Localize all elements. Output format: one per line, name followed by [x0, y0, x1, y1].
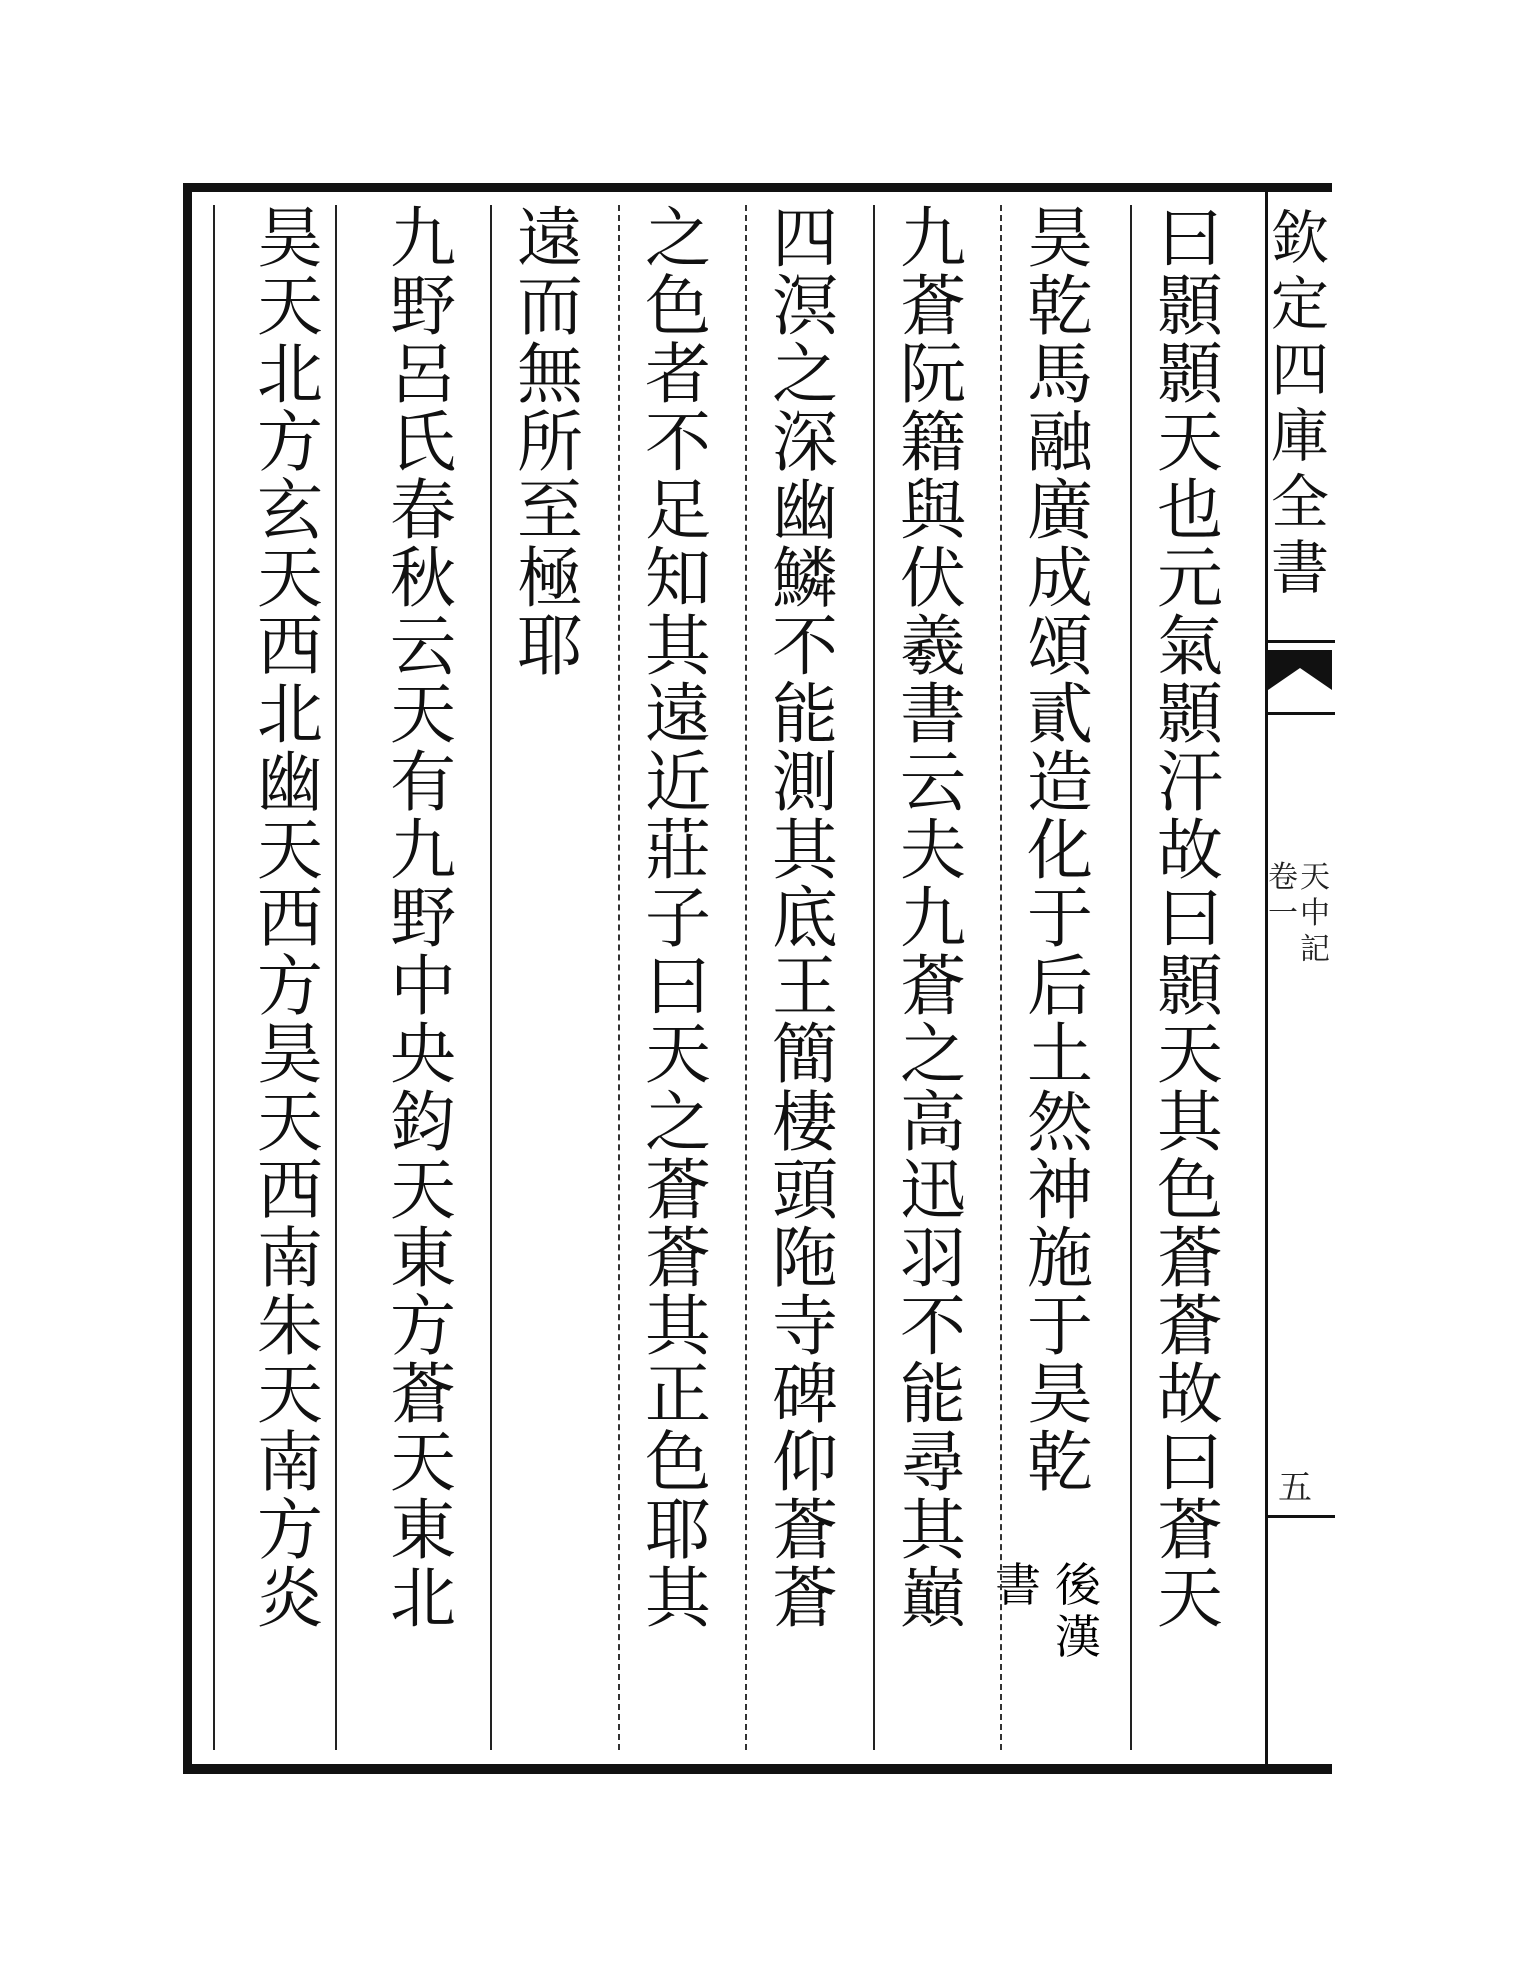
glyph: 天	[1157, 1016, 1223, 1093]
glyph: 陁	[772, 1220, 838, 1297]
margin-divider	[1265, 1515, 1335, 1518]
glyph: 蒼	[772, 1560, 838, 1637]
fishtail-mark-icon	[1268, 650, 1332, 706]
glyph: 也	[1157, 472, 1223, 549]
glyph: 曰	[1157, 200, 1223, 277]
glyph: 于	[1027, 880, 1093, 957]
glyph: 春	[390, 472, 456, 549]
text-column-2	[1020, 200, 1100, 1750]
glyph: 北	[390, 1560, 456, 1637]
glyph: 天	[390, 1424, 456, 1501]
glyph: 云	[900, 744, 966, 821]
glyph: 書	[1270, 534, 1329, 602]
glyph: 其	[772, 812, 838, 889]
glyph: 遠	[645, 676, 711, 753]
glyph: 南	[257, 1220, 323, 1297]
glyph: 昊	[1027, 1356, 1093, 1433]
text-column-8	[250, 200, 330, 1750]
glyph: 乾	[1027, 268, 1093, 345]
glyph: 北	[257, 676, 323, 753]
column-rule	[745, 205, 747, 1750]
glyph: 東	[390, 1220, 456, 1297]
glyph: 定	[1270, 270, 1329, 338]
glyph: 頭	[772, 1152, 838, 1229]
glyph: 乾	[1027, 1424, 1093, 1501]
margin-divider	[1265, 640, 1335, 643]
glyph: 其	[645, 1560, 711, 1637]
glyph: 後	[1055, 1560, 1101, 1611]
glyph: 底	[772, 880, 838, 957]
glyph: 蒼	[900, 948, 966, 1025]
glyph: 云	[390, 608, 456, 685]
glyph: 羽	[900, 1220, 966, 1297]
glyph: 鈞	[390, 1084, 456, 1161]
glyph: 融	[1027, 404, 1093, 481]
glyph: 秋	[390, 540, 456, 617]
glyph: 天	[1157, 404, 1223, 481]
glyph: 央	[390, 1016, 456, 1093]
glyph: 迅	[900, 1152, 966, 1229]
glyph: 土	[1027, 1016, 1093, 1093]
glyph: 氏	[390, 404, 456, 481]
glyph: 欽	[1270, 204, 1329, 272]
glyph: 蒼	[772, 1492, 838, 1569]
glyph: 與	[900, 472, 966, 549]
glyph: 至	[517, 472, 583, 549]
glyph: 造	[1027, 744, 1093, 821]
glyph: 顥	[1157, 948, 1223, 1025]
glyph: 元	[1157, 540, 1223, 617]
glyph: 蒼	[390, 1356, 456, 1433]
glyph: 西	[257, 880, 323, 957]
glyph: 之	[645, 200, 711, 277]
column-rule	[213, 205, 215, 1750]
glyph: 巔	[900, 1560, 966, 1637]
glyph: 九	[390, 812, 456, 889]
page-number: 五	[1278, 1468, 1312, 1508]
glyph: 全	[1270, 468, 1329, 536]
glyph: 天	[1300, 860, 1330, 895]
annotation-line	[995, 1560, 1051, 1664]
glyph: 蒼	[1157, 1492, 1223, 1569]
glyph: 極	[517, 540, 583, 617]
glyph: 耶	[517, 608, 583, 685]
glyph: 西	[257, 608, 323, 685]
glyph: 野	[390, 880, 456, 957]
glyph: 昊	[257, 1016, 323, 1093]
glyph: 之	[645, 1084, 711, 1161]
text-column-5	[638, 200, 718, 1750]
glyph: 北	[257, 336, 323, 413]
glyph: 野	[390, 268, 456, 345]
glyph: 伏	[900, 540, 966, 617]
glyph: 尋	[900, 1424, 966, 1501]
glyph: 玄	[257, 472, 323, 549]
glyph: 汗	[1157, 744, 1223, 821]
glyph: 西	[257, 1152, 323, 1229]
glyph: 遠	[517, 200, 583, 277]
glyph: 顥	[1157, 336, 1223, 413]
glyph: 天	[1157, 1560, 1223, 1637]
glyph: 曰	[1157, 1424, 1223, 1501]
glyph: 近	[645, 744, 711, 821]
glyph: 不	[900, 1288, 966, 1365]
glyph: 所	[517, 404, 583, 481]
collection-title	[1268, 205, 1332, 601]
glyph: 能	[900, 1356, 966, 1433]
text-column-7	[383, 200, 463, 1750]
glyph: 者	[645, 336, 711, 413]
text-column-3	[893, 200, 973, 1750]
glyph: 仰	[772, 1424, 838, 1501]
glyph: 天	[645, 1016, 711, 1093]
glyph: 然	[1027, 1084, 1093, 1161]
glyph: 東	[390, 1492, 456, 1569]
text-column-4	[765, 200, 845, 1750]
glyph: 蒼	[1157, 1220, 1223, 1297]
glyph: 天	[257, 812, 323, 889]
glyph: 南	[257, 1424, 323, 1501]
glyph: 耶	[645, 1492, 711, 1569]
glyph: 庫	[1270, 402, 1329, 470]
glyph: 高	[900, 1084, 966, 1161]
glyph: 四	[772, 200, 838, 277]
glyph: 色	[645, 268, 711, 345]
glyph: 馬	[1027, 336, 1093, 413]
glyph: 九	[390, 200, 456, 277]
glyph: 九	[900, 200, 966, 277]
glyph: 于	[1027, 1288, 1093, 1365]
glyph: 書	[900, 676, 966, 753]
glyph: 莊	[645, 812, 711, 889]
column-rule	[873, 205, 875, 1750]
glyph: 曰	[1157, 880, 1223, 957]
glyph: 中	[390, 948, 456, 1025]
glyph: 溟	[772, 268, 838, 345]
glyph: 蒼	[900, 268, 966, 345]
glyph: 足	[645, 472, 711, 549]
glyph: 蒼	[645, 1152, 711, 1229]
glyph: 貳	[1027, 676, 1093, 753]
glyph: 其	[900, 1492, 966, 1569]
glyph: 中	[1300, 896, 1330, 931]
glyph: 其	[645, 608, 711, 685]
glyph: 知	[645, 540, 711, 617]
glyph: 碑	[772, 1356, 838, 1433]
glyph: 羲	[900, 608, 966, 685]
glyph: 四	[1270, 336, 1329, 404]
glyph: 方	[257, 948, 323, 1025]
glyph: 寺	[772, 1288, 838, 1365]
glyph: 方	[257, 1492, 323, 1569]
glyph: 夫	[900, 812, 966, 889]
glyph: 天	[390, 1152, 456, 1229]
glyph: 色	[645, 1424, 711, 1501]
glyph: 之	[772, 336, 838, 413]
glyph: 記	[1300, 932, 1330, 967]
glyph: 天	[390, 676, 456, 753]
glyph: 不	[772, 608, 838, 685]
glyph: 九	[900, 880, 966, 957]
glyph: 昊	[257, 200, 323, 277]
glyph: 朱	[257, 1288, 323, 1365]
glyph: 后	[1027, 948, 1093, 1025]
glyph: 故	[1157, 812, 1223, 889]
column-rule	[1000, 205, 1002, 1750]
glyph: 色	[1157, 1152, 1223, 1229]
margin-book-info	[1270, 860, 1330, 968]
glyph: 神	[1027, 1152, 1093, 1229]
glyph: 正	[645, 1356, 711, 1433]
glyph: 王	[772, 948, 838, 1025]
glyph: 深	[772, 404, 838, 481]
glyph: 棲	[772, 1084, 838, 1161]
glyph: 氣	[1157, 608, 1223, 685]
glyph: 簡	[772, 1016, 838, 1093]
glyph: 無	[517, 336, 583, 413]
glyph: 天	[257, 1356, 323, 1433]
book-title	[1300, 860, 1330, 968]
column-rule	[490, 205, 492, 1750]
margin-divider	[1265, 712, 1335, 715]
glyph: 測	[772, 744, 838, 821]
glyph: 卷	[1268, 860, 1298, 895]
glyph: 天	[257, 268, 323, 345]
glyph: 化	[1027, 812, 1093, 889]
glyph: 不	[645, 404, 711, 481]
glyph: 子	[645, 880, 711, 957]
glyph: 天	[257, 540, 323, 617]
glyph: 一	[1268, 896, 1298, 931]
glyph: 之	[900, 1016, 966, 1093]
glyph: 呂	[390, 336, 456, 413]
column-rule	[1130, 205, 1132, 1750]
glyph: 阮	[900, 336, 966, 413]
glyph: 炎	[257, 1560, 323, 1637]
volume-label	[1268, 860, 1298, 968]
glyph: 昊	[1027, 200, 1093, 277]
glyph: 施	[1027, 1220, 1093, 1297]
glyph: 成	[1027, 540, 1093, 617]
glyph: 顥	[1157, 676, 1223, 753]
glyph: 有	[390, 744, 456, 821]
glyph: 其	[645, 1288, 711, 1365]
glyph: 故	[1157, 1356, 1223, 1433]
glyph: 方	[257, 404, 323, 481]
glyph: 漢	[1055, 1612, 1101, 1663]
glyph: 天	[257, 1084, 323, 1161]
glyph: 顥	[1157, 268, 1223, 345]
glyph: 蒼	[645, 1220, 711, 1297]
glyph: 籍	[900, 404, 966, 481]
glyph: 曰	[645, 948, 711, 1025]
annotation-line	[1055, 1560, 1111, 1664]
glyph: 能	[772, 676, 838, 753]
glyph: 而	[517, 268, 583, 345]
glyph: 頌	[1027, 608, 1093, 685]
text-column-1	[1150, 200, 1230, 1750]
glyph: 書	[995, 1560, 1041, 1611]
annotation-note	[995, 1560, 1111, 1664]
glyph: 其	[1157, 1084, 1223, 1161]
text-column-6	[510, 200, 590, 1750]
column-rule	[618, 205, 620, 1750]
glyph: 方	[390, 1288, 456, 1365]
glyph: 幽	[257, 744, 323, 821]
column-rule	[335, 205, 337, 1750]
glyph: 鱗	[772, 540, 838, 617]
glyph: 廣	[1027, 472, 1093, 549]
glyph: 蒼	[1157, 1288, 1223, 1365]
glyph: 幽	[772, 472, 838, 549]
